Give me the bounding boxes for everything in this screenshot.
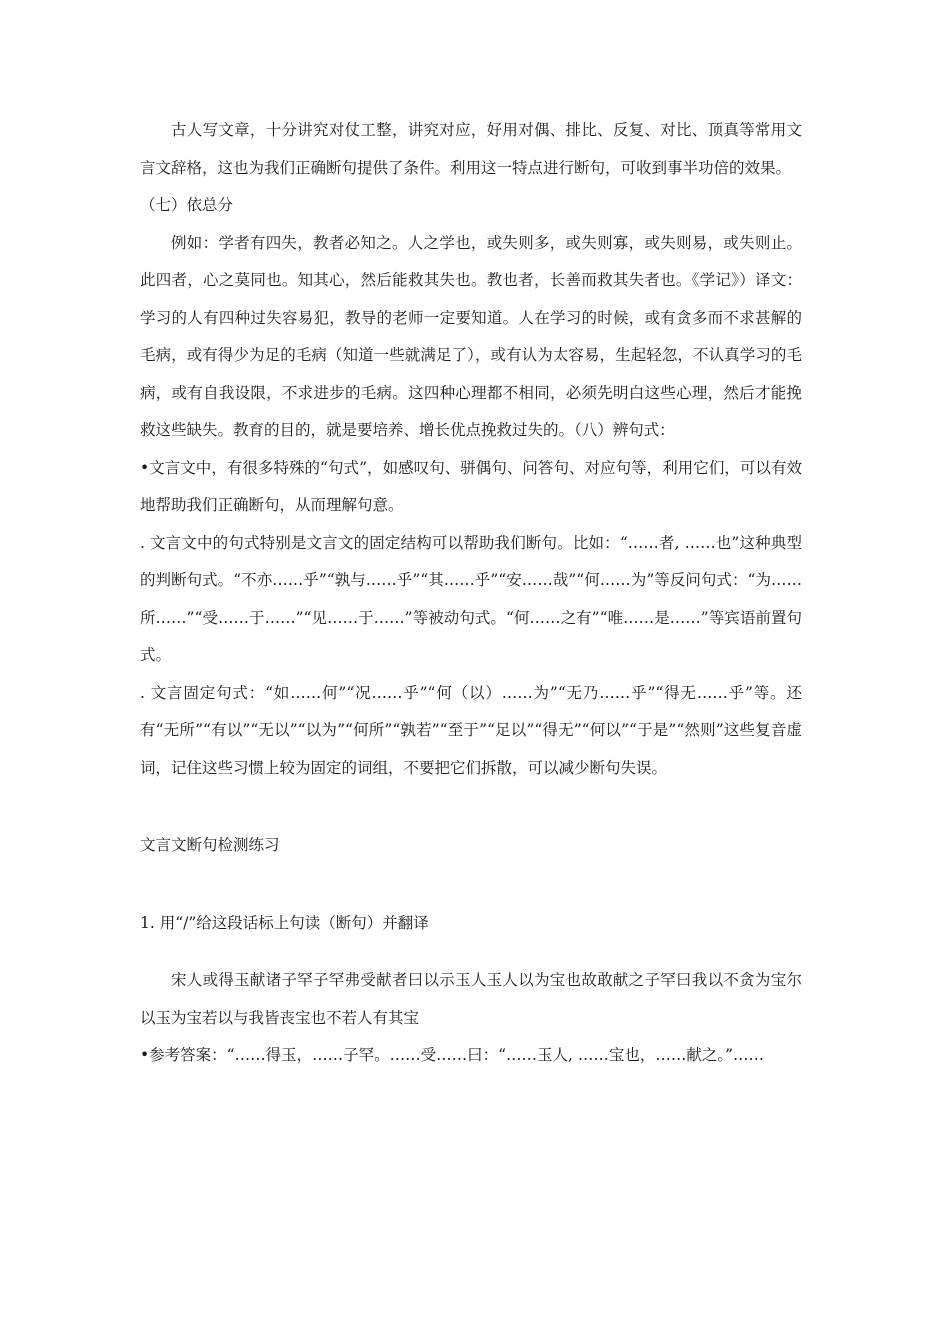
paragraph-parallelism: 古人写文章，十分讲究对仗工整，讲究对应，好用对偶、排比、反复、对比、顶真等常用文言文辞格，这也为我们正确断句提供了条件。利用这一特点进行断句，可收到事半功倍的效果。	[140, 121, 802, 177]
question-1-text: 宋人或得玉献诸子罕子罕弗受献者曰以示玉人玉人以为宝也故敢献之子罕曰我以不贪为宝尔以玉为宝若以与我皆丧宝也不若人有其宝	[140, 971, 802, 1027]
paragraph-fixed-structures: . 文言文中的句式特别是文言文的固定结构可以帮助我们断句。比如：“……者, ……也”这种典型的判断句式。“不亦……乎”“孰与……乎”“其……乎”“安……哉”“何……为”等反问句式：“为……所……”“受……于……”“见……于……”等被动句式。“何……之有”“唯……是……”等宾语前置句式。	[140, 533, 802, 664]
section-heading-7: （七）依总分	[140, 196, 234, 214]
document-page	[140, 112, 802, 1075]
question-1: 1. 用“/”给这段话标上句读（断句）并翻译	[140, 913, 429, 932]
paragraph-fixed-patterns: . 文言固定句式：“如……何”“况……乎”“何（以）……为”“无乃……乎”“得无……乎”等。还有“无所”“有以”“无以”“以为”“何所”“孰若”“至于”“足以”“得无”“何以”“于是”“然则”这些复音虚词，记住这些习惯上较为固定的词组，不要把它们拆散，可以减少断句失误。	[140, 683, 802, 777]
exercise-title: 文言文断句检测练习	[140, 836, 280, 854]
paragraph-sentence-patterns: •文言文中，有很多特殊的“句式”，如感叹句、骈偶句、问答句、对应句等，利用它们，可以有效地帮助我们正确断句，从而理解句意。	[140, 458, 802, 514]
paragraph-example: 例如：学者有四失，教者必知之。人之学也，或失则多，或失则寡，或失则易，或失则止。此四者，心之莫同也。知其心，然后能救其失也。教也者，长善而救其失者也。《学记》）译文：学习的人有四种过失容易犯，教导的老师一定要知道。人在学习的时候，或有贪多而不求甚解的毛病，或有得少为足的毛病（知道一些就满足了），或有认为太容易，生起轻忽，不认真学习的毛病，或有自我设限，不求进步的毛病。这四种心理都不相同，必须先明白这些心理，然后才能挽救这些缺失。教育的目的，就是要培养、增长优点挽救过失的。（八）辨句式：	[140, 233, 802, 439]
reference-answer: •参考答案：“……得玉，……子罕。……受……曰：“……玉人, ……宝也，……献之。”……	[140, 1046, 765, 1064]
